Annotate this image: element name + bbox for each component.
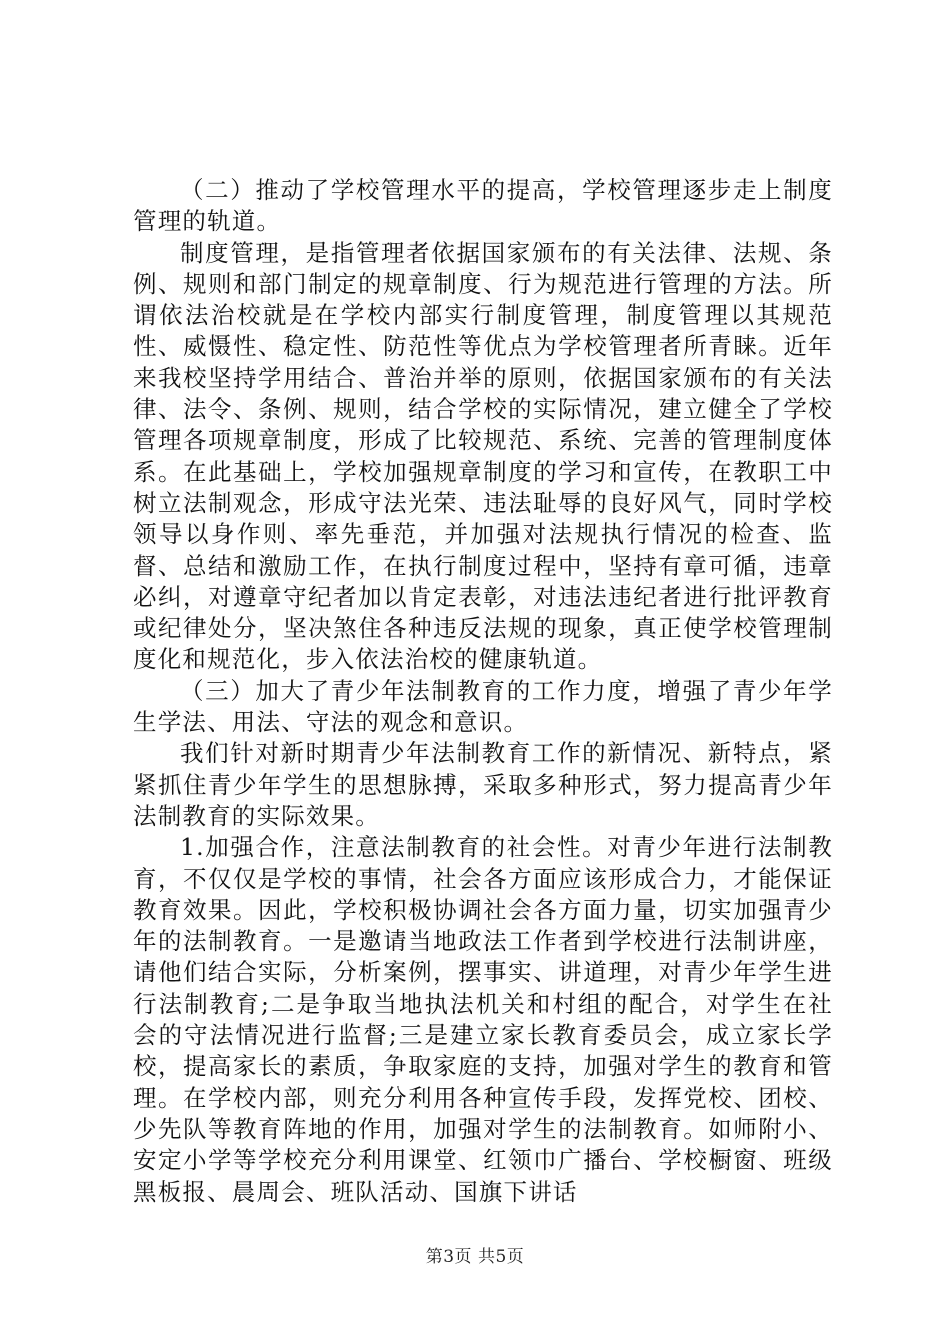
paragraph-cooperation: 1.加强合作，注意法制教育的社会性。对青少年进行法制教育，不仅仅是学校的事情，社会各方面应该形成合力，才能保证教育效果。因此，学校积极协调社会各方面力量，切实加强青少年的法制教育。一是邀请当地政法工作者到学校进行法制讲座，请他们结合实际，分析案例，摆事实、讲道理，对青少年学生进行法制教育;二是争取当地执法机关和村组的配合，对学生在社会的守法情况进行监督;三是建立家长教育委员会，成立家长学校，提高家长的素质，争取家庭的支持，加强对学生的教育和管理。在学校内部，则充分利用各种宣传手段，发挥党校、团校、少先队等教育阵地的作用，加强对学生的法制教育。如师附小、安定小学等学校充分利用课堂、红领巾广播台、学校橱窗、班级黑板报、晨周会、班队活动、国旗下讲话 [133,833,833,1206]
page-footer: 第3页 共5页 [425,1247,525,1267]
paragraph-heading-3: （三）加大了青少年法制教育的工作力度，增强了青少年学生学法、用法、守法的观念和意识。 [133,676,833,737]
document-body [133,175,833,1208]
paragraph-heading-2: （二）推动了学校管理水平的提高，学校管理逐步走上制度管理的轨道。 [133,176,833,236]
paragraph-legal-education-intro: 我们针对新时期青少年法制教育工作的新情况、新特点，紧紧抓住青少年学生的思想脉搏，采取多种形式，努力提高青少年法制教育的实际效果。 [133,739,833,830]
paragraph-institutional-management: 制度管理，是指管理者依据国家颁布的有关法律、法规、条例、规则和部门制定的规章制度、行为规范进行管理的方法。所谓依法治校就是在学校内部实行制度管理，制度管理以其规范性、威慑性、稳定性、防范性等优点为学校管理者所青睐。近年来我校坚持学用结合、普治并举的原则，依据国家颁布的有关法律、法令、条例、规则，结合学校的实际情况，建立健全了学校管理各项规章制度，形成了比较规范、系统、完善的管理制度体系。在此基础上，学校加强规章制度的学习和宣传，在教职工中树立法制观念，形成守法光荣、违法耻辱的良好风气，同时学校领导以身作则、率先垂范，并加强对法规执行情况的检查、监督、总结和激励工作，在执行制度过程中，坚持有章可循，违章必纠，对遵章守纪者加以肯定表彰，对违法违纪者进行批评教育或纪律处分，坚决煞住各种违反法规的现象，真正使学校管理制度化和规范化，步入依法治校的健康轨道。 [133,238,833,674]
